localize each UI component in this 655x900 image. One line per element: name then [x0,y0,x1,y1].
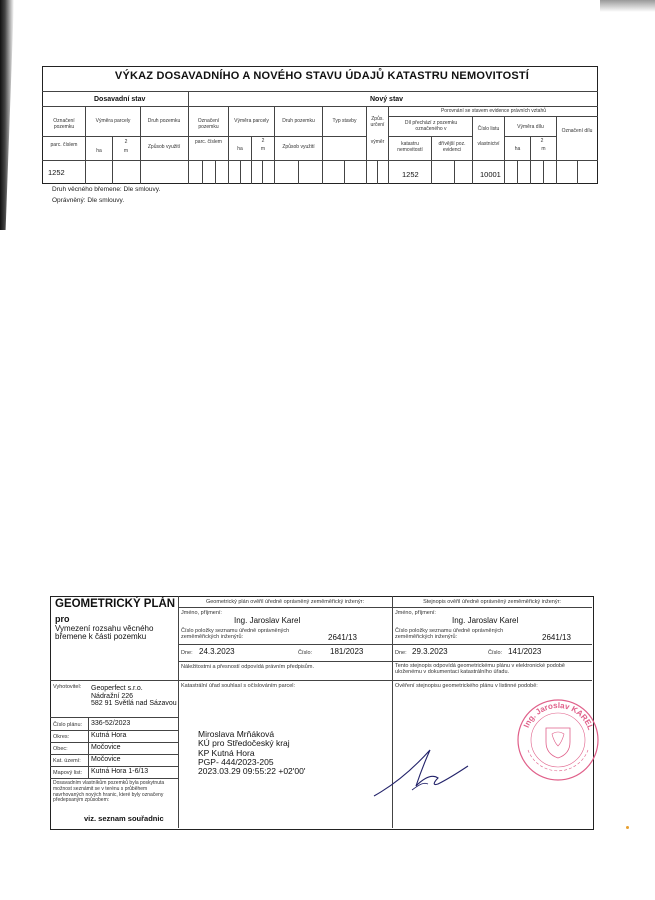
field-value-plan: 336-52/2023 [91,720,131,727]
hdr-zpusob-new: Způsob využití [282,144,315,150]
reg-number-1: 2641/13 [328,633,357,642]
reg-number-2: 2641/13 [542,633,571,642]
hdr-vymera-old: Výměra parcely [95,118,131,124]
author-city: 582 91 Světlá nad Sázavou [91,700,177,708]
office-person: Miroslava Mrňáková [198,729,275,739]
hdr-drivejsi: dřívější poz. evidenci [438,141,466,153]
field-value-obec: Močovice [91,744,121,751]
num-2: 141/2023 [508,647,542,656]
signature-image [372,740,482,800]
field-value-ku: Močovice [91,756,121,763]
name-label-2: Jméno, příjmení: [395,610,436,616]
field-label-ku: Kat. území: [53,758,81,764]
hdr-typ-stavby: Typ stavby [332,118,357,124]
field-label-obec: Obec: [53,746,68,752]
hdr-vlastnictvi: vlastnictví [477,141,500,147]
hdr-oznaceni-new: Označení pozemku [197,118,220,130]
hdr-zpus-urceni: Způs. určení [370,116,385,128]
hdr-m2-dil: m [541,146,546,152]
hdr-m2-new: m [260,146,266,152]
col1-title: Geometrický plán ověřil úředně oprávněný zeměměřický inženýr: [205,599,365,605]
plan-pro: pro [55,614,70,624]
note-burden-type: Druh věcného břemene: Dle smlouvy. [52,186,161,193]
author-block [91,685,177,708]
office-reference: PGP- 444/2023-205 [198,757,274,768]
hdr-sup-new: 2 [261,138,265,144]
hdr-ha-old: ha [96,148,102,154]
section-old: Dosavadní stav [94,96,146,103]
lv-number: 10001 [480,170,501,179]
hdr-oznaceni-dilu: Označení dílu [561,128,593,134]
office-signature-block [198,730,305,777]
hdr-parc-old: parc. číslem [50,142,78,148]
num-1: 181/2023 [330,647,364,656]
scan-shadow-left [0,0,14,230]
scan-speck [626,826,629,829]
coords-reference: viz. seznam souřadnic [84,814,164,823]
copy-label: Ověření stejnopisu geometrického plánu v listinné podobě: [395,683,538,689]
scan-shadow-top [600,0,655,12]
hdr-katastru: katastru nemovitostí [397,141,423,153]
hdr-druh-new: Druh pozemku [282,118,315,124]
requirement-2: Tento stejnopis odpovídá geometrickému plánu v elektronické podobě uloženému v dokumentaci katastrálního úřadu. [395,663,565,676]
name-label-1: Jméno, příjmení: [181,610,222,616]
hdr-vymera-dilu: Výměra dílu [517,124,544,130]
requirement-1: Náležitostmi a přesností odpovídá právním předpisům. [181,664,314,670]
hdr-oznaceni-old: Označení pozemku [53,118,75,130]
hdr-compare: Porovnání se stavem evidence právních vztahů [440,108,547,114]
office-branch: KP Kutná Hora [198,747,255,758]
hdr-m2-old: m [123,148,129,154]
field-label-okres: Okres: [53,734,70,740]
author-label: Vyhotovitel: [53,684,82,690]
hdr-druh-old: Druh pozemku [147,118,181,124]
hdr-parc-new: parc. číslem [195,139,222,145]
hdr-ha-new: ha [237,146,243,152]
stamp-text: Ing. Jaroslav KAREL [521,700,596,732]
author-company: Geoperfect s.r.o. [91,685,143,692]
hdr-dil-prechazi: Díl přechází z pozemku označeného v [404,120,458,132]
num-label-2: Číslo: [488,650,503,656]
plan-purpose: Vymezení rozsahu věcného břemene k části pozemku [55,624,154,642]
section-new: Nový stav [370,96,404,103]
plan-heading: GEOMETRICKÝ PLÁN [55,598,176,610]
hdr-zpusob-old: Způsob využití [147,144,181,150]
reg-label-2: Číslo položky seznamu úředně oprávněných zeměměřických inženýrů: [395,628,504,641]
author-street: Nádražní 226 [91,692,134,700]
field-label-plan: Číslo plánu: [53,722,83,728]
surveyor-name-2: Ing. Jaroslav Karel [452,616,519,625]
hdr-cislo-listu: Číslo listu [477,126,500,132]
hdr-sup-dil: 2 [540,138,544,144]
field-label-mapa: Mapový list: [53,770,83,776]
office-label: Katastrální úřad souhlasí s očíslováním parcel: [181,683,296,689]
date-2: 29.3.2023 [412,647,448,656]
owner-note: Dosavadním vlastníkům pozemků byla poskytnuta možnost seznámit se v terénu s průběhem navrhovaných nových hranic, které byly označeny předepsaným způsobem: [53,780,165,804]
old-parcel-number: 1252 [48,168,65,177]
col2-title: Stejnopis ověřil úředně oprávněný zeměměřický inženýr: [423,599,561,605]
hdr-vymer: výměr [370,139,385,145]
new-parcel-number: 1252 [402,170,419,179]
field-value-mapa: Kutná Hora 1-6/13 [91,768,149,775]
hdr-ha-dil: ha [514,146,521,152]
hdr-vymera-new: Výměra parcely [234,118,269,124]
reg-label-1: Číslo položky seznamu úředně oprávněných zeměměřických inženýrů: [181,628,290,641]
surveyor-stamp-image [516,698,600,782]
field-value-okres: Kutná Hora [91,732,127,739]
office-timestamp: 2023.03.29 09:55:22 +02'00' [198,766,306,777]
note-entitled: Oprávněný: Dle smlouvy. [52,197,125,204]
office-authority: KÚ pro Středočeský kraj [198,738,290,749]
document-title: VÝKAZ DOSAVADNÍHO A NOVÉHO STAVU ÚDAJŮ KATASTRU NEMOVITOSTÍ [114,70,530,82]
hdr-sup-old: 2 [124,139,128,145]
num-label-1: Číslo: [298,650,313,656]
surveyor-name-1: Ing. Jaroslav Karel [234,616,301,625]
date-label-1: Dne: [181,650,193,656]
svg-text:Ing. Jaroslav KAREL [522,701,595,732]
date-1: 24.3.2023 [199,647,235,656]
date-label-2: Dne: [395,650,407,656]
